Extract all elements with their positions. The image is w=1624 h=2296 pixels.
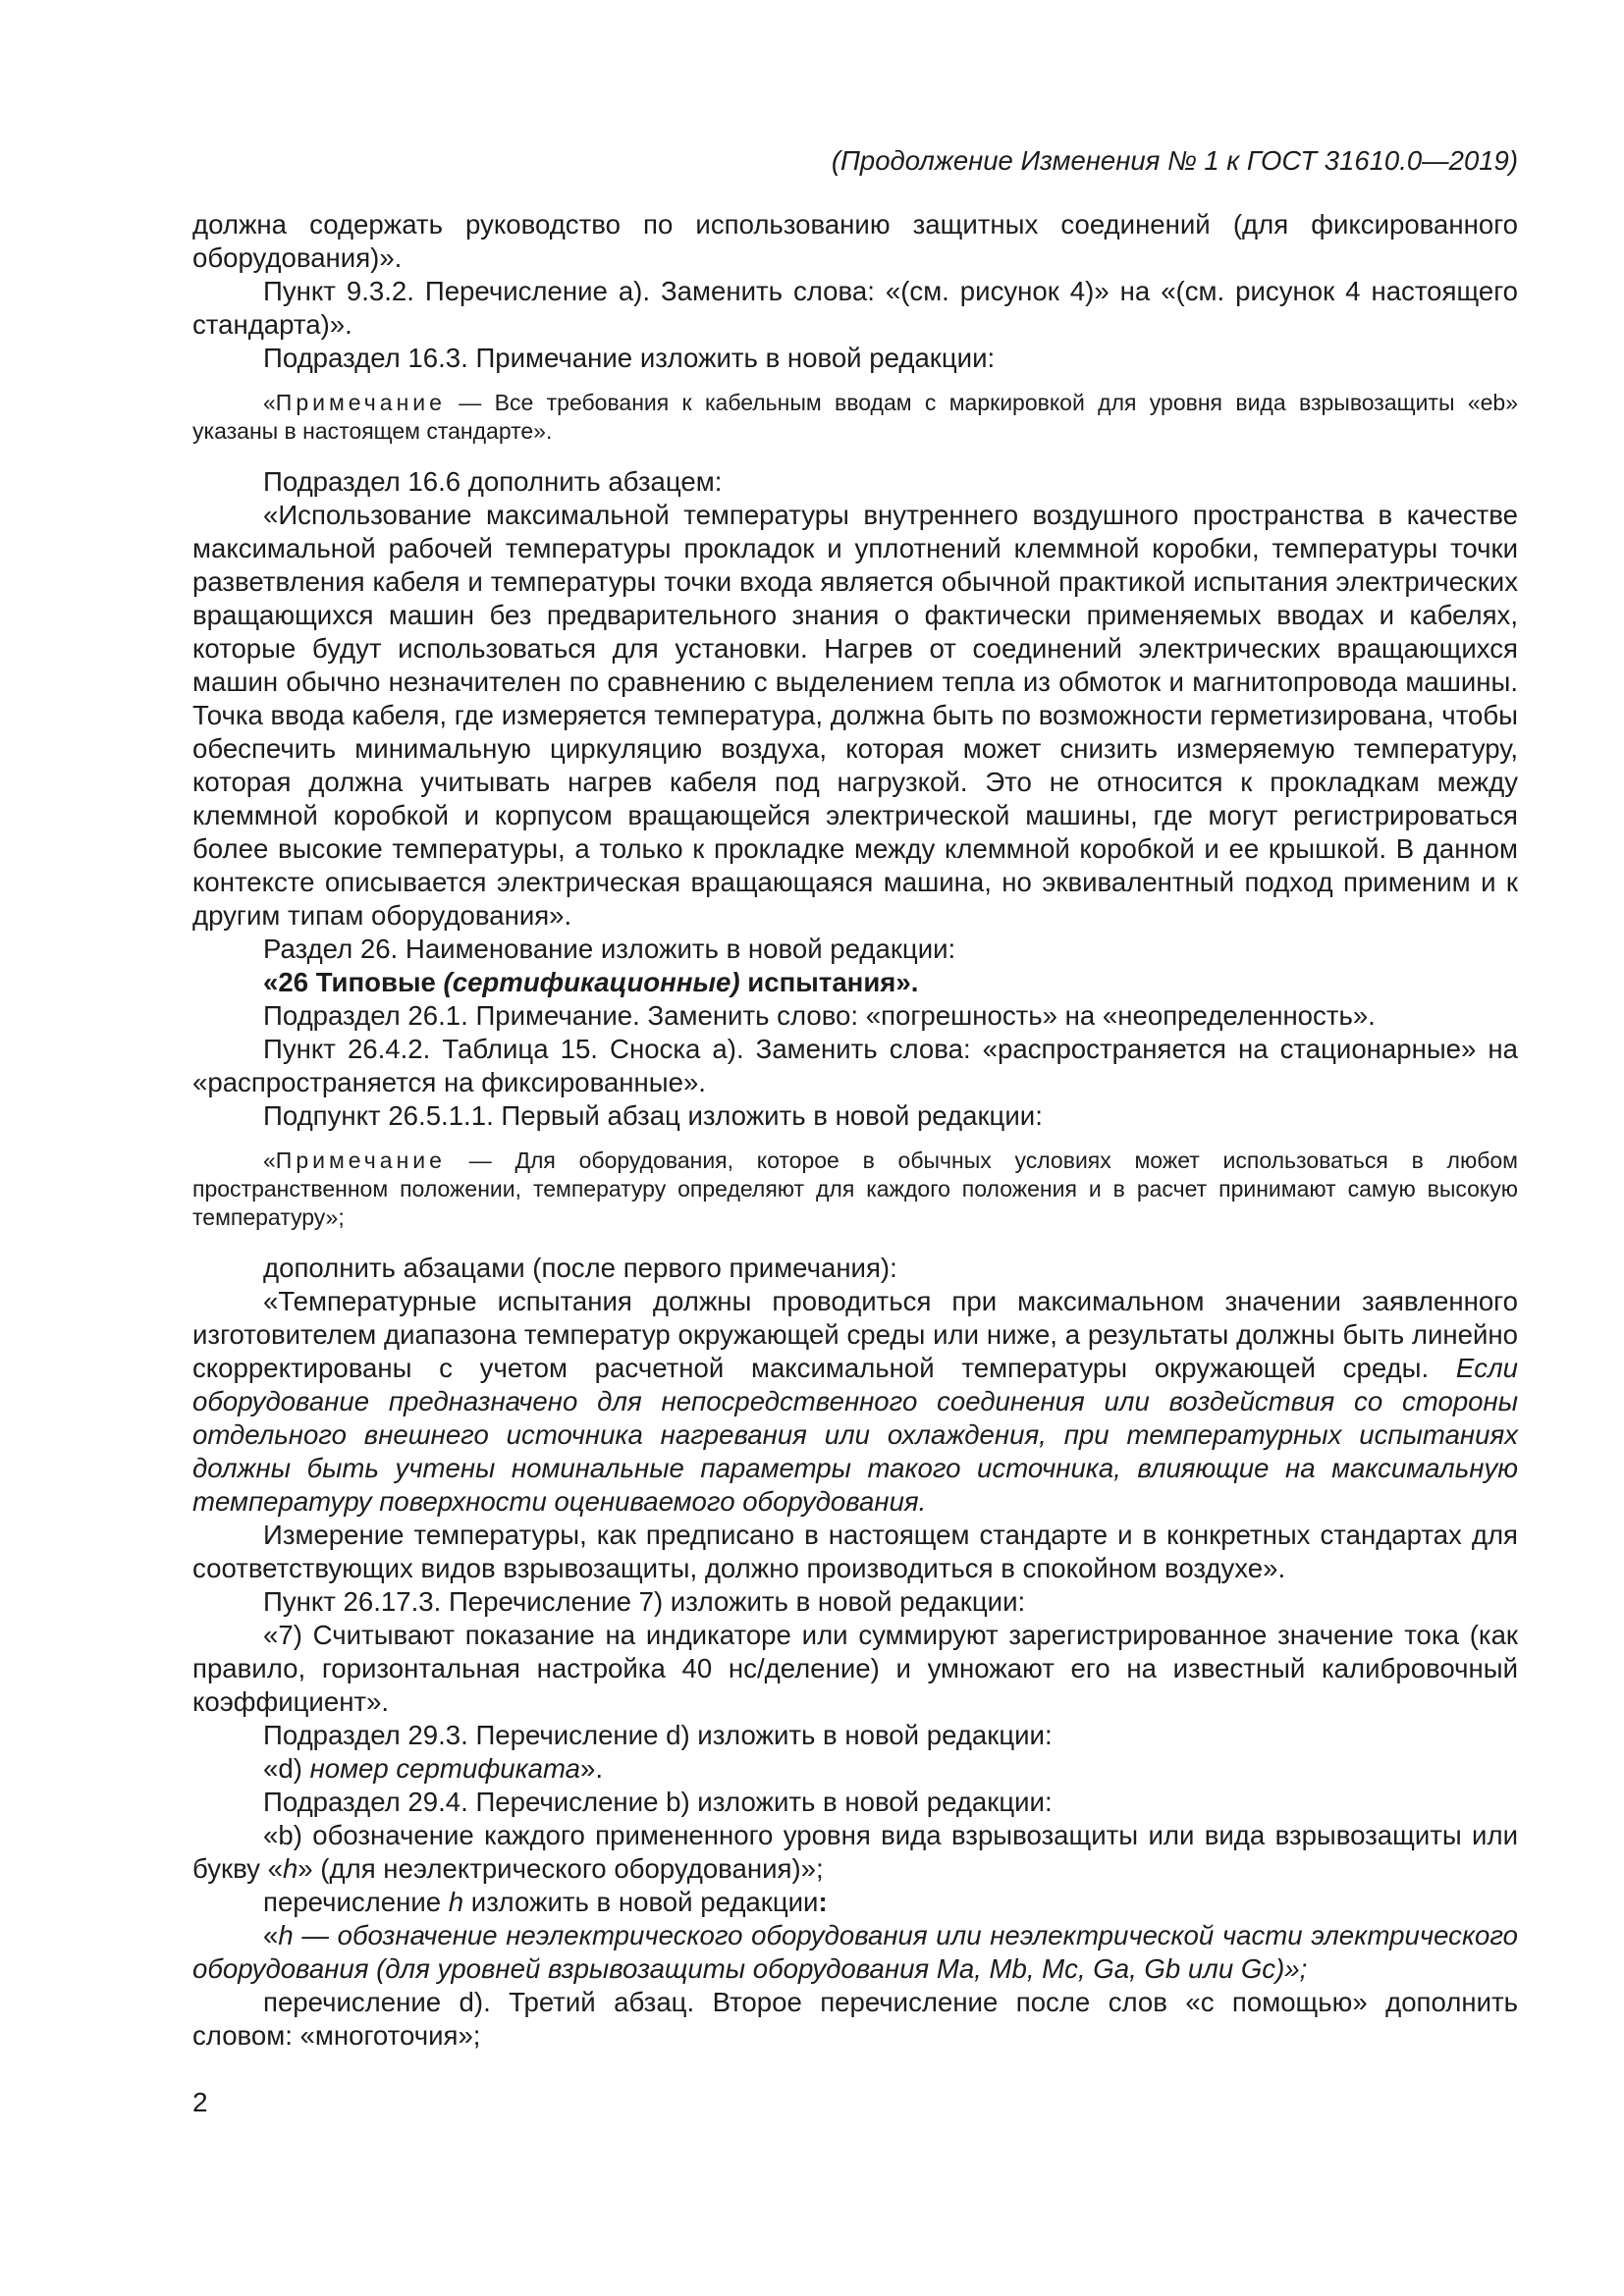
paragraph: Подраздел 16.3. Примечание изложить в новой редакции:: [263, 343, 996, 373]
paragraph: «Использование максимальной температуры внутреннего воздушного пространства в качестве максимальной рабочей температуры прокладок и уплотнений клеммной коробки, температуры точки разветвления кабеля и температуры точки входа является обычной практикой испытания электрических вращающихся машин без предварительного знания о фактически применяемых вводах и кабелях, которые будут использоваться для установки. Нагрев от соединений электрических вращающихся машин обычно незначителен по сравнению с выделением тепла из обмоток и магнитопровода машины. Точка ввода кабеля, где измеряется температура, должна быть по возможности герметизирована, чтобы обеспечить минимальную циркуляцию воздуха, которая может снизить измеряемую температуру, которая должна учитывать нагрев кабеля под нагрузкой. Это не относится к прокладкам между клеммной коробкой и корпусом вращающейся электрической машины, где могут регистрироваться более высокие температуры, а только к прокладке между клеммной коробкой и ее крышкой. В данном контексте описывается электрическая вращающаяся машина, но эквивалентный подход применим и к другим типам оборудования».: [192, 500, 1518, 931]
paragraph: Измерение температуры, как предписано в настоящем стандарте и в конкретных стандартах для соответствующих видов взрывозащиты, должно производиться в спокойном воздухе».: [192, 1520, 1518, 1583]
bold-span: :: [818, 1887, 828, 1917]
section-title: [192, 966, 1518, 999]
paragraph: должна содержать руководство по использованию защитных соединений (для фиксированного оборудования)».: [192, 209, 1518, 273]
note-label: Примечание: [275, 390, 446, 415]
note-prefix: «: [263, 1148, 276, 1173]
text-span: » (для неэлектрического оборудования)»;: [298, 1853, 824, 1884]
text-span: «d): [263, 1753, 310, 1784]
text-span: ».: [580, 1753, 604, 1784]
page-header: (Продолжение Изменения № 1 к ГОСТ 31610.0—2019): [831, 145, 1518, 176]
paragraph: дополнить абзацами (после первого примечания):: [263, 1253, 897, 1283]
paragraph: [192, 1752, 1518, 1786]
section-title-part: испытания».: [739, 967, 919, 997]
paragraph: Подраздел 29.3. Перечисление d) изложить в новой редакции:: [263, 1720, 1053, 1750]
italic-span: h: [448, 1887, 464, 1917]
paragraph: «7) Считывают показание на индикаторе или суммируют зарегистрированное значение тока (как правило, горизонтальная настройка 40 нс/деление) и умножают его на известный калибровочный коэффициент».: [192, 1620, 1518, 1717]
section-title-italic: (сертификационные): [443, 967, 740, 997]
italic-span: номер сертификата: [309, 1753, 580, 1784]
text-span: «: [263, 1920, 279, 1950]
paragraph: Пункт 9.3.2. Перечисление а). Заменить слова: «(см. рисунок 4)» на «(см. рисунок 4 настоящего стандарта)».: [192, 276, 1518, 340]
italic-span: h: [282, 1853, 298, 1884]
paragraph: перечисление d). Третий абзац. Второе перечисление после слов «с помощью» дополнить словом: «многоточия»;: [192, 1987, 1518, 2051]
paragraph: Подраздел 29.4. Перечисление b) изложить в новой редакции:: [263, 1787, 1053, 1817]
paragraph: [192, 1886, 1518, 1919]
paragraph: Подраздел 26.1. Примечание. Заменить слово: «погрешность» на «неопределенность».: [263, 1000, 1376, 1031]
paragraph: Пункт 26.17.3. Перечисление 7) изложить в новой редакции:: [263, 1586, 1026, 1617]
paragraph: [192, 1919, 1518, 1986]
paragraph: [192, 1285, 1518, 1519]
text-span: «b) обозначение каждого примененного уровня вида взрывозащиты или вида взрывозащиты или букву «: [192, 1820, 1518, 1884]
note-prefix: «: [263, 390, 276, 415]
paragraph: Пункт 26.4.2. Таблица 15. Сноска а). Заменить слова: «распространяется на стационарные» на «распространяется на фиксированные».: [192, 1034, 1518, 1097]
section-title-part: «26 Типовые: [263, 967, 444, 997]
text-span: изложить в новой редакции: [463, 1887, 819, 1917]
note-paragraph: [192, 389, 1518, 446]
paragraph: Раздел 26. Наименование изложить в новой редакции:: [263, 934, 956, 964]
note-text: — Все требования к кабельным вводам с маркировкой для уровня вида взрывозащиты «eb» указаны в настоящем стандарте».: [192, 390, 1518, 444]
document-body: [192, 208, 1518, 2053]
page-number: 2: [192, 2087, 208, 2117]
italic-span: h — обозначение неэлектрического оборудования или неэлектрической части электрического оборудования (для уровней взрывозащиты оборудования Ma, Mb, Mc, Ga, Gb или Gc)»;: [192, 1920, 1518, 1984]
note-text: — Для оборудования, которое в обычных условиях может использоваться в любом пространственном положении, температуру определяют для каждого положения и в расчет принимают самую высокую температуру»;: [192, 1148, 1518, 1230]
paragraph: Подпункт 26.5.1.1. Первый абзац изложить в новой редакции:: [263, 1100, 1043, 1131]
note-label: Примечание: [275, 1148, 446, 1173]
paragraph: Подраздел 16.6 дополнить абзацем:: [263, 466, 723, 497]
paragraph: [192, 1819, 1518, 1886]
text-span: «Температурные испытания должны проводиться при максимальном значении заявленного изготовителем диапазона температур окружающей среды или ниже, а результаты должны быть линейно скорректированы с учетом расчетной максимальной температуры окружающей среды.: [192, 1286, 1518, 1383]
note-paragraph: [192, 1147, 1518, 1232]
text-span: перечисление: [263, 1887, 449, 1917]
italic-span: Если оборудование предназначено для непосредственного соединения или воздействия со стороны отдельного внешнего источника нагревания или охлаждения, при температурных испытаниях должны быть учтены номинальные параметры такого источника, влияющие на максимальную температуру поверхности оцениваемого оборудования.: [192, 1353, 1518, 1517]
